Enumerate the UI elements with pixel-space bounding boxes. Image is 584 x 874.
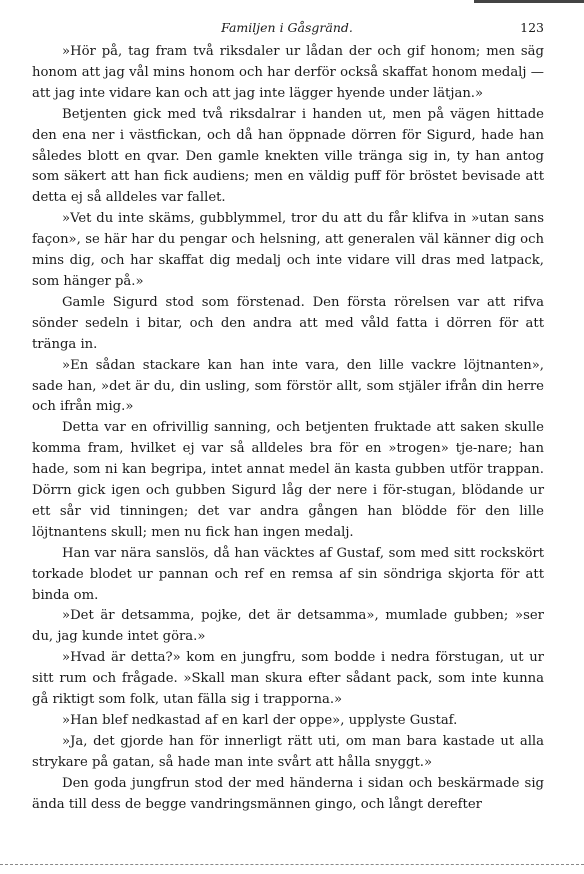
paragraph: »Hvad är detta?» kom en jungfru, som bodde i nedra förstugan, ut ur sitt rum och frågade. »Skall man skura efter sådant pack, som inte kunna gå riktigt som folk, utan fälla sig i trapporna.»	[32, 650, 544, 708]
body-text	[32, 42, 544, 816]
paragraph: Detta var en ofrivillig sanning, och betjenten fruktade att saken skulle komma fram, hvilket ej var så alldeles bra för en »trogen» tje-nare; han hade, som ni kan begripa, intet annat medel än kasta gubben utför trappan. Dörrn gick igen och gubben Sigurd låg der nere i för-stugan, blödande ur ett sår vid tinningen; det var andra gången han blödde för den lille löjtnantens skull; men nu fick han ingen medalj.	[32, 420, 544, 540]
paragraph: »Det är detsamma, pojke, det är detsamma», mumlade gubben; »ser du, jag kunde intet göra.»	[32, 608, 544, 645]
paragraph: Han var nära sanslös, då han väcktes af Gustaf, som med sitt rockskört torkade blodet ur pannan och ref en remsa af sin söndriga skjorta för att binda om.	[32, 545, 544, 603]
page-edge-mark	[474, 0, 584, 3]
paragraph: Gamle Sigurd stod som förstenad. Den första rörelsen var att rifva sönder sedeln i bitar, och den andra att med våld fatta i dörren för att tränga in.	[32, 294, 544, 352]
page-bottom-rule	[0, 864, 584, 866]
paragraph: »Ja, det gjorde han för innerligt rätt uti, om man bara kastade ut alla strykare på gatan, så hade man inte svårt att hålla snyggt.»	[32, 733, 544, 770]
running-header	[30, 20, 544, 40]
page-number: 123	[520, 20, 544, 35]
running-title: Familjen i Gåsgränd.	[221, 20, 353, 35]
paragraph: »Hör på, tag fram två riksdaler ur lådan der och gif honom; men säg honom att jag vål mins honom och har derför också skaffat honom medalj — att jag inte vidare kan och att jag inte lägger hyende under lätjan.»	[32, 44, 544, 101]
paragraph: »En sådan stackare kan han inte vara, den lille vackre löjtnanten», sade han, »det är du, din usling, som förstör allt, som stjäler ifrån din herre och ifrån mig.»	[32, 357, 544, 415]
paragraph: »Vet du inte skäms, gubblymmel, tror du att du får klifva in »utan sans façon», se här har du pengar och helsning, att generalen väl känner dig och mins dig, och har skaffat dig medalj och inte vidare vill dras med latpack, som hänger på.»	[32, 211, 544, 289]
paragraph: »Han blef nedkastad af en karl der oppe», upplyste Gustaf.	[62, 713, 458, 728]
paragraph: Betjenten gick med två riksdalrar i handen ut, men på vägen hittade den ena ner i västfickan, och då han öppnade dörren för Sigurd, hade han således blott en qvar. Den gamle knekten ville tränga sig in, ty han antog som säkert att han fick audiens; men en väldig puff för bröstet bevisade att detta ej så alldeles var fallet.	[32, 106, 544, 206]
paragraph: Den goda jungfrun stod der med händerna i sidan och beskärmade sig ända till dess de begge vandringsmännen gingo, och långt derefter	[32, 775, 544, 812]
